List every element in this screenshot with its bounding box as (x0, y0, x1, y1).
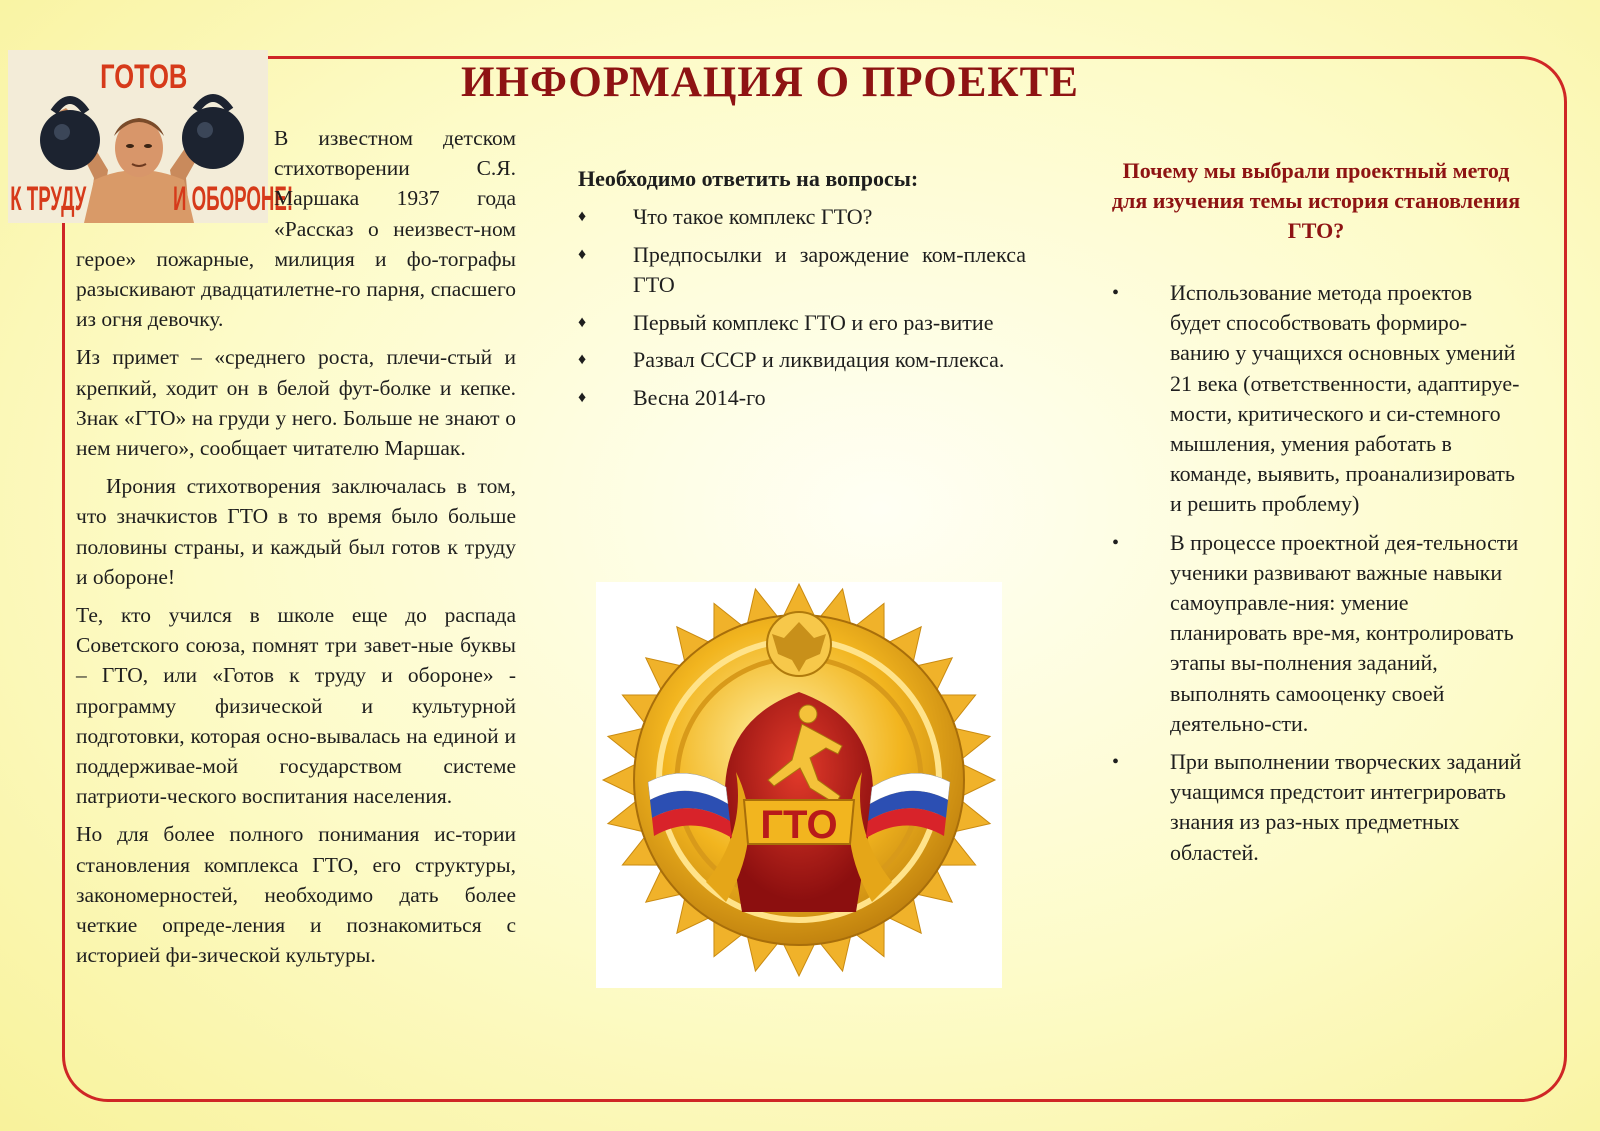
reason-item (1112, 528, 1524, 739)
question-item (578, 240, 1026, 301)
reasons-list (1112, 278, 1524, 876)
question-text: Первый комплекс ГТО и его раз-витие (633, 309, 994, 335)
left-paragraph-3: Ирония стихотворения заключалась в том, что значкистов ГТО в то время было больше половины страны, и каждый был готов к труду и обороне! (76, 474, 516, 589)
page-title: ИНФОРМАЦИЯ О ПРОЕКТЕ (461, 59, 1079, 106)
diamond-bullet-icon: ♦ (578, 313, 587, 331)
left-paragraph-2: Из примет – «среднего роста, плечи-стый и крепкий, ходит он в белой фут-болке и кепке. Знак «ГТО» на груди у него. Больше не знают о нем ничего», сообщает читателю Маршак. (76, 345, 516, 461)
questions-list (578, 202, 1026, 420)
reason-text: В процессе проектной дея-тельности ученики развивают важные навыки самоуправле-ния: умение планировать вре-мя, контролировать этапы вы-полнения заданий, выполнять самооценку своей деятельно-сти. (1170, 529, 1519, 736)
dot-bullet-icon: • (1112, 531, 1120, 554)
why-heading: Почему мы выбрали проектный метод для изучения темы история становления ГТО? (1111, 158, 1521, 243)
left-paragraph-1: В известном детском стихотворении С.Я. Маршака 1937 года «Рассказ о неизвест-ном герое» пожарные, милиция и фо-тографы разыскивают двадцатилетне-го парня, спасшего из огня девочку. (76, 126, 516, 332)
left-paragraph-5: Но для более полного понимания ис-тории становления комплекса ГТО, его структуры, закономерностей, необходимо дать более четкие опреде-ления и познакомиться с историей фи-зической культуры. (76, 822, 516, 968)
poster-word-left: К ТРУДУ (10, 179, 87, 218)
diamond-bullet-icon: ♦ (578, 208, 587, 225)
diamond-bullet-icon: ♦ (578, 245, 587, 263)
dot-bullet-icon: • (1112, 282, 1120, 304)
gto-badge-image (596, 582, 1002, 988)
reason-item (1112, 747, 1524, 868)
question-item (578, 383, 1026, 414)
question-text: Что такое комплекс ГТО? (633, 204, 873, 229)
poster-word-right: И ОБОРОНЕ! (173, 179, 294, 218)
badge-label: ГТО (760, 803, 838, 847)
reason-item (1112, 278, 1524, 520)
question-text: Весна 2014-го (633, 384, 766, 410)
question-text: Развал СССР и ликвидация ком-плекса. (633, 347, 1005, 372)
question-item (578, 308, 1026, 339)
question-item (578, 345, 1026, 376)
left-column-text (76, 123, 516, 978)
question-item (578, 202, 1026, 233)
poster-spacer (76, 123, 274, 223)
diamond-bullet-icon: ♦ (578, 351, 587, 368)
poster-word-top: ГОТОВ (100, 58, 188, 96)
dot-bullet-icon: • (1112, 751, 1120, 774)
questions-heading: Необходимо ответить на вопросы: (578, 166, 919, 191)
diamond-bullet-icon: ♦ (578, 388, 587, 406)
left-paragraph-4: Те, кто учился в школе еще до распада Советского союза, помнят три завет-ные буквы – ГТО, или «Готов к труду и обороне» - программу физической и культурной подготовки, которая осно-вывалась на единой и поддерживае-мой государством системе патриоти-ческого воспитания населения. (76, 603, 516, 809)
reason-text: При выполнении творческих заданий учащимся предстоит интегрировать знания из раз-ных предметных областей. (1170, 749, 1522, 865)
reason-text: Использование метода проектов будет способствовать формиро-ванию у учащихся основных умений 21 века (ответственности, адаптируе-мости, критического и си-стемного мышления, умения работать в команде, выявить, проанализировать и решить проблему) (1170, 280, 1520, 517)
question-text: Предпосылки и зарождение ком-плекса ГТО (633, 241, 1026, 297)
